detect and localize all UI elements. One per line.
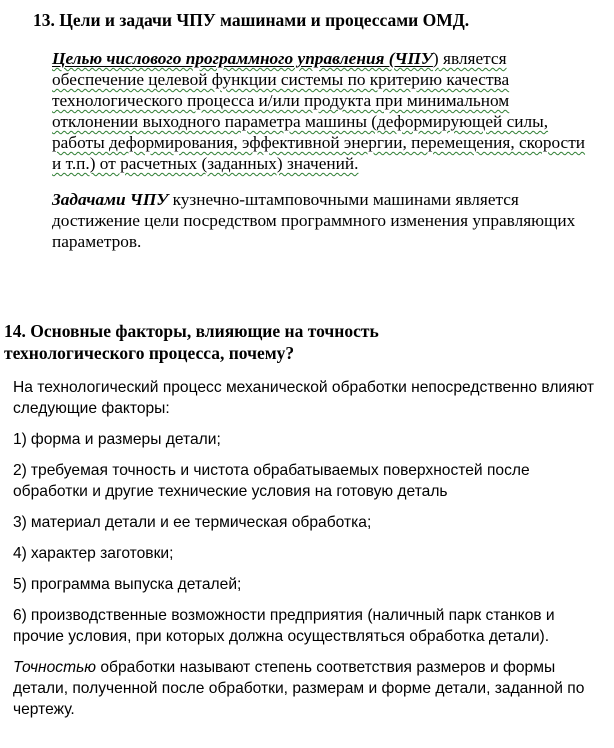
factor-item bbox=[13, 429, 607, 450]
factor-number: 1) bbox=[13, 431, 27, 448]
accuracy-term: Точностью bbox=[13, 659, 97, 676]
factor-number: 3) bbox=[13, 514, 27, 531]
section-14-heading-line-1: 14. Основные факторы, влияющие на точность bbox=[4, 321, 379, 341]
factor-item bbox=[13, 605, 607, 647]
cnc-goal-term-close: ) bbox=[432, 49, 439, 68]
section-13-body bbox=[52, 48, 592, 252]
factors-intro: На технологический процесс механической обработки непосредственно влияют следующие факторы: bbox=[13, 379, 595, 417]
factor-text: материал детали и ее термическая обработка; bbox=[30, 514, 372, 531]
factor-number: 2) bbox=[13, 462, 27, 479]
section-14-heading-line-2: технологического процесса, почему? bbox=[4, 343, 295, 363]
factor-text: характер заготовки; bbox=[30, 545, 174, 562]
factor-text: требуемая точность и чистота обрабатываемых поверхностей после обработки и другие технические условия на готовую деталь bbox=[13, 462, 530, 500]
cnc-goal-text: является обеспечение целевой функции системы по критерию качества технологического процесса и/или продукта при минимальном отклонении выходного параметра машины (деформирующей силы, работы деформирования, эффективной энергии, перемещения, скорости и т.п.) от расчетных (заданных) значений. bbox=[52, 49, 586, 173]
section-13-heading: 13. Цели и задачи ЧПУ машинами и процессами ОМД. bbox=[33, 10, 470, 30]
factor-item bbox=[13, 512, 607, 533]
cnc-tasks-text: кузнечно-штамповочными машинами является достижение цели посредством программного изменения управляющих параметров. bbox=[52, 190, 576, 251]
cnc-tasks-paragraph bbox=[52, 189, 592, 252]
accuracy-text: обработки называют степень соответствия размеров и формы детали, полученной после обработки, размерам и форме детали, заданной по чертежу. bbox=[13, 659, 585, 718]
factor-number: 5) bbox=[13, 576, 27, 593]
factor-item bbox=[13, 574, 607, 595]
cnc-goal-squiggle-span bbox=[52, 49, 585, 173]
cnc-goal-paragraph bbox=[52, 48, 592, 174]
factor-item bbox=[13, 543, 607, 564]
factor-text: форма и размеры детали; bbox=[30, 431, 221, 448]
section-14-body bbox=[13, 377, 607, 720]
factor-text: производственные возможности предприятия (наличный парк станков и прочие условия, при которых должна осуществляться обработка детали). bbox=[13, 607, 555, 645]
factor-text: программа выпуска деталей; bbox=[30, 576, 242, 593]
factor-item bbox=[13, 460, 607, 502]
cnc-tasks-term: Задачами ЧПУ bbox=[52, 190, 169, 209]
factor-number: 6) bbox=[13, 607, 27, 624]
cnc-goal-term: Целью числового программного управления (ЧПУ bbox=[52, 49, 433, 68]
factor-number: 4) bbox=[13, 545, 27, 562]
section-14-heading bbox=[4, 320, 379, 364]
accuracy-definition bbox=[13, 657, 607, 720]
